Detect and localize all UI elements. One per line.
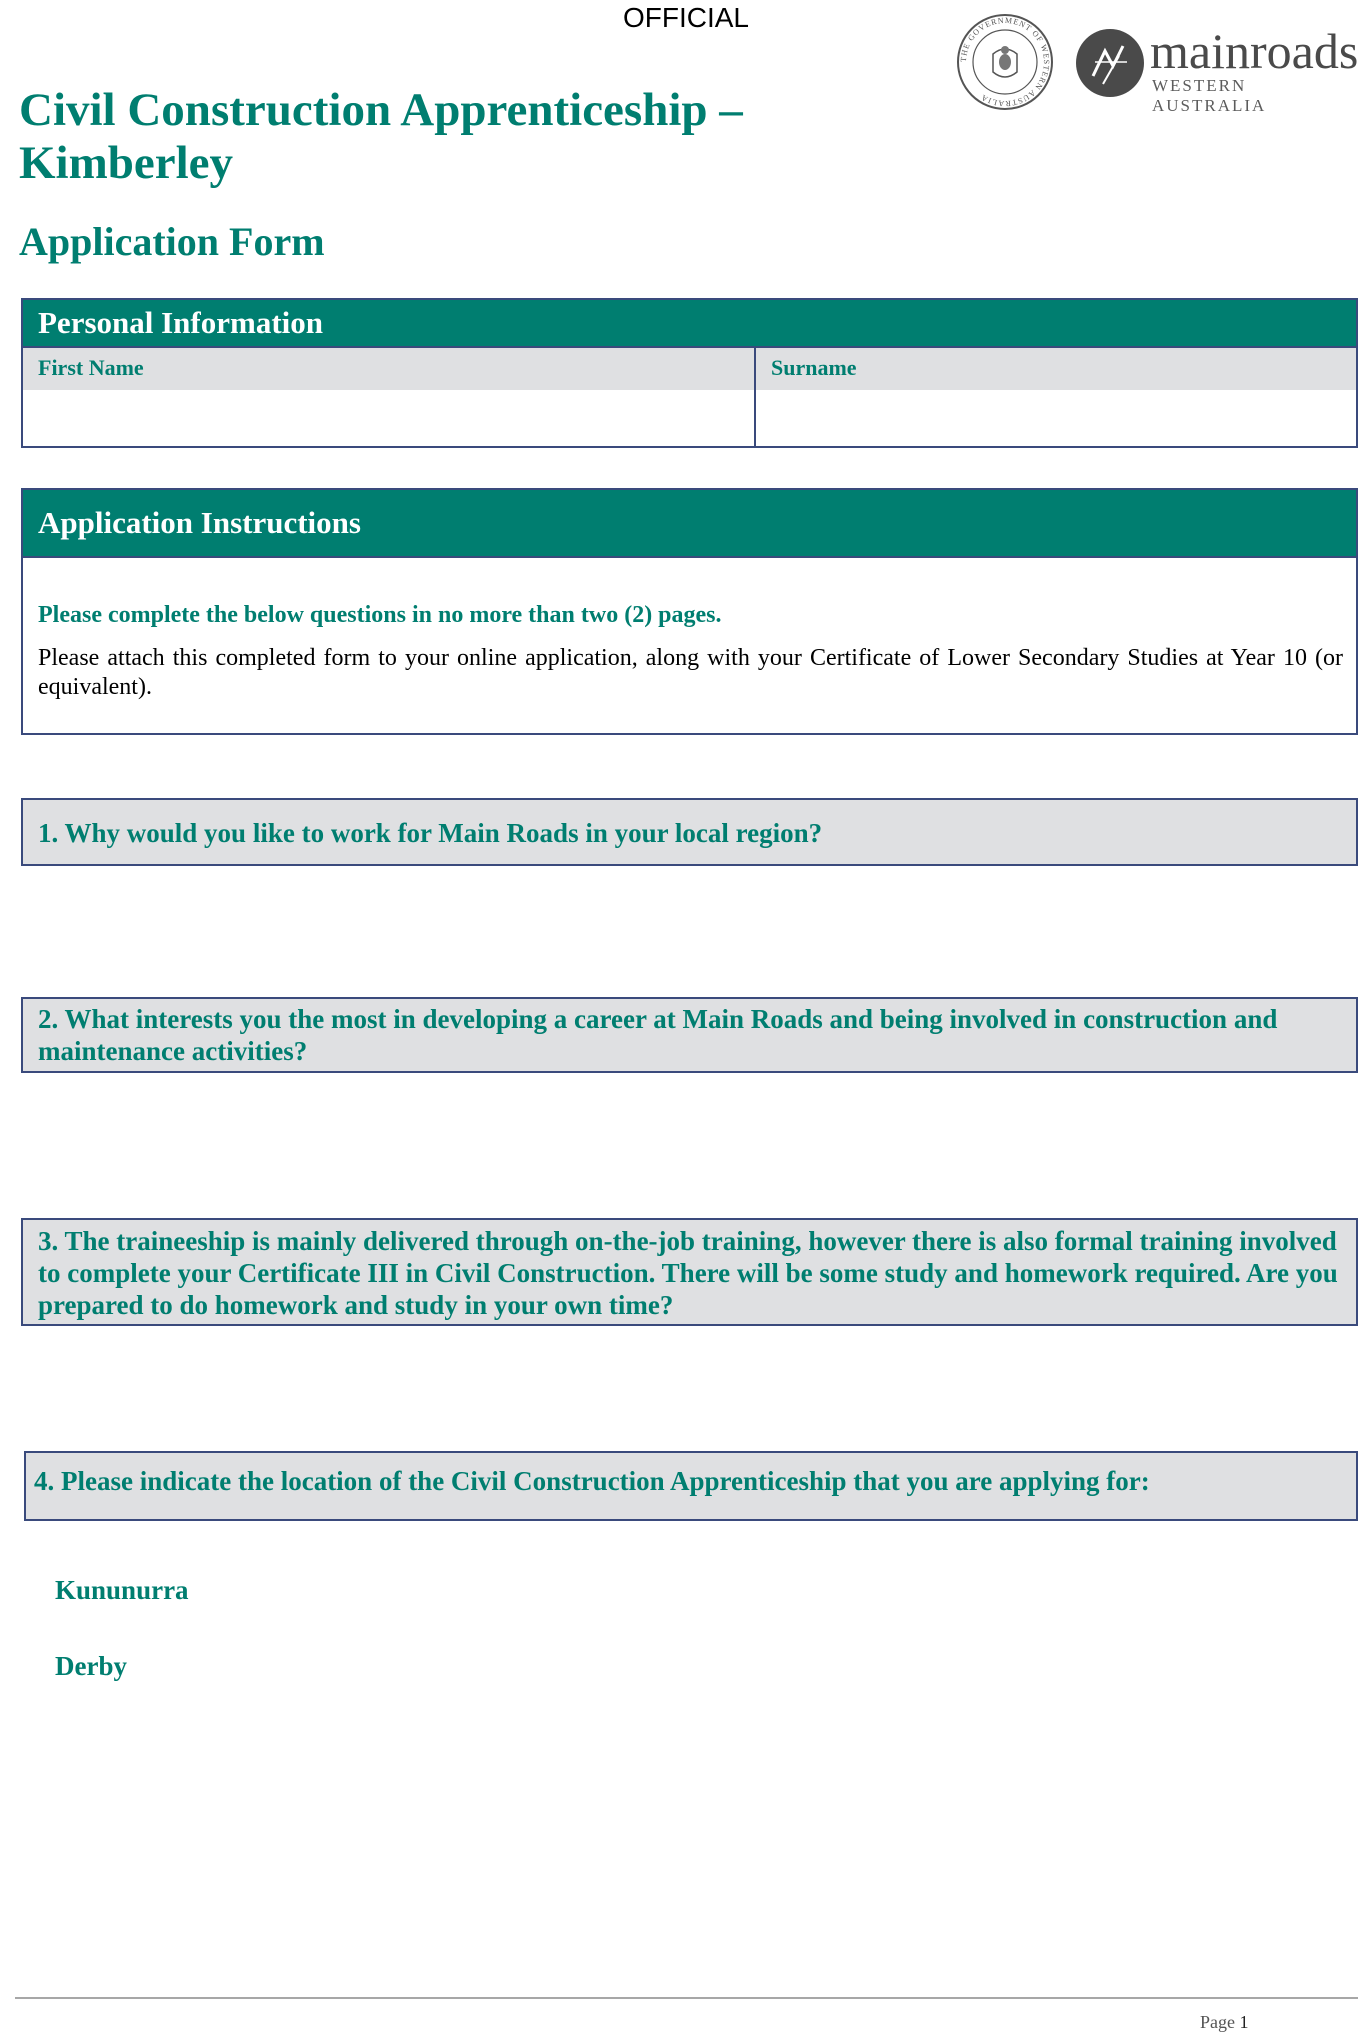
page-subtitle: Application Form bbox=[19, 219, 325, 264]
instructions-heading: Application Instructions bbox=[23, 490, 1356, 556]
question-3 bbox=[21, 1218, 1358, 1326]
personal-info-section bbox=[21, 298, 1358, 448]
classification-label: OFFICIAL bbox=[622, 2, 749, 33]
instructions-note: Please complete the below questions in no more than two (2) pages. bbox=[38, 602, 722, 628]
location-option-kununurra[interactable]: Kununurra bbox=[55, 1575, 189, 1605]
instructions-section bbox=[21, 488, 1358, 735]
page-number-value: 1 bbox=[1239, 2012, 1249, 2032]
question-4 bbox=[24, 1451, 1358, 1521]
surname-field[interactable] bbox=[756, 390, 1356, 446]
footer-divider bbox=[15, 1997, 1358, 1999]
page-label: Page bbox=[1200, 2012, 1235, 2032]
question-1 bbox=[21, 798, 1358, 866]
brand-subtitle: WESTERN AUSTRALIA bbox=[1152, 76, 1267, 115]
surname-label: Surname bbox=[771, 355, 857, 380]
question-4-text: 4. Please indicate the location of the Civil Construction Apprenticeship that you are applying for: bbox=[34, 1466, 1150, 1496]
mainroads-logo bbox=[1075, 23, 1365, 116]
question-3-text: 3. The traineeship is mainly delivered through on-the-job training, however there is also formal training involved to complete your Certificate III in Civil Construction. There will be some study and homework required. Are you prepared to do homework and study in your own time? bbox=[38, 1226, 1338, 1320]
location-option-derby[interactable]: Derby bbox=[55, 1651, 127, 1681]
seal-lettering: THE GOVERNMENT OF WESTERN AUSTRALIA bbox=[958, 15, 1052, 109]
personal-info-heading: Personal Information bbox=[23, 300, 1356, 346]
mainroads-emblem-icon bbox=[1075, 26, 1145, 101]
first-name-field[interactable] bbox=[23, 390, 754, 446]
header-logos bbox=[955, 12, 1365, 118]
question-2-text: 2. What interests you the most in developing a career at Main Roads and being involved in construction and maintenance activities? bbox=[38, 1004, 1278, 1066]
question-1-text: 1. Why would you like to work for Main Roads in your local region? bbox=[38, 818, 823, 848]
page-number bbox=[1200, 2012, 1249, 2033]
question-2 bbox=[21, 997, 1358, 1073]
instructions-body: Please attach this completed form to your online application, along with your Certificate of Lower Secondary Studies at Year 10 (or equivalent). bbox=[38, 645, 1343, 700]
brand-name: mainroads bbox=[1150, 23, 1359, 79]
first-name-label: First Name bbox=[38, 355, 144, 380]
surname-label-cell bbox=[756, 348, 1356, 390]
first-name-label-cell bbox=[23, 348, 754, 390]
page-title: Civil Construction Apprenticeship – Kimberley bbox=[19, 84, 743, 189]
government-seal-icon bbox=[955, 12, 1055, 112]
